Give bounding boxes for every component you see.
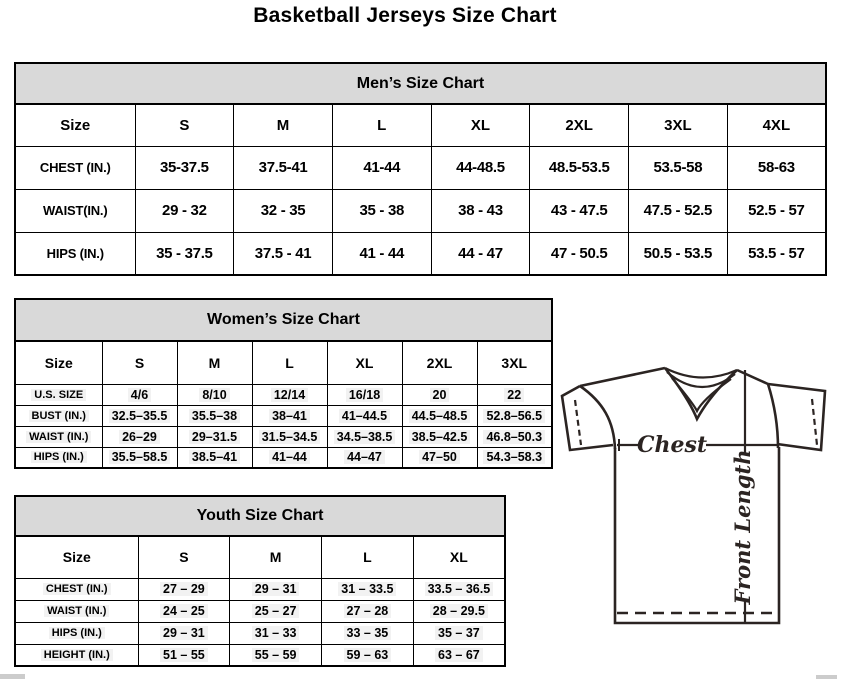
value-cell: 33 – 35 [322, 622, 414, 644]
value-cell: 52.8–56.5 [477, 405, 552, 426]
mens-size-chart-table [14, 62, 827, 276]
row-label: HIPS (IN.) [15, 447, 102, 468]
column-header-m: M [177, 341, 252, 384]
value-cell: 33.5 – 36.5 [413, 578, 505, 600]
value-cell: 41–44 [252, 447, 327, 468]
jersey-right-sleeve-dashed-seam [812, 399, 817, 445]
column-header-s: S [135, 104, 234, 146]
jersey-left-sleeve-dashed-seam [575, 400, 581, 445]
cropped-edge-artifact-right [816, 675, 837, 679]
womens-table-title-row [15, 299, 552, 341]
mens-table-title: Men’s Size Chart [15, 63, 826, 104]
mens-table-title-row [15, 63, 826, 104]
row-label: WAIST (IN.) [15, 426, 102, 447]
jersey-vneck-collar-outer [665, 368, 737, 419]
column-header-m: M [230, 536, 322, 578]
value-cell: 54.3–58.3 [477, 447, 552, 468]
youth-size-chart-table [14, 495, 506, 667]
column-header-l: L [332, 104, 431, 146]
value-cell: 43 - 47.5 [530, 189, 629, 232]
value-cell: 52.5 - 57 [727, 189, 826, 232]
column-header-m: M [234, 104, 333, 146]
value-cell: 31 – 33.5 [322, 578, 414, 600]
jersey-left-sleeve [562, 386, 613, 450]
value-cell: 47–50 [402, 447, 477, 468]
jersey-measurement-diagram [555, 355, 843, 645]
row-label: HEIGHT (IN.) [15, 644, 138, 666]
value-cell: 48.5-53.5 [530, 146, 629, 189]
table-row [15, 600, 505, 622]
value-cell: 38–41 [252, 405, 327, 426]
column-header-l: L [322, 536, 414, 578]
column-header-3xl: 3XL [477, 341, 552, 384]
value-cell: 47 - 50.5 [530, 232, 629, 275]
value-cell: 58-63 [727, 146, 826, 189]
value-cell: 46.8–50.3 [477, 426, 552, 447]
jersey-right-armhole-seam [768, 384, 778, 448]
value-cell: 44 - 47 [431, 232, 530, 275]
value-cell: 29 – 31 [230, 578, 322, 600]
value-cell: 41 - 44 [332, 232, 431, 275]
value-cell: 35 - 38 [332, 189, 431, 232]
value-cell: 24 – 25 [138, 600, 230, 622]
value-cell: 35 - 37.5 [135, 232, 234, 275]
row-label: WAIST (IN.) [15, 600, 138, 622]
value-cell: 38.5–41 [177, 447, 252, 468]
value-cell: 27 – 28 [322, 600, 414, 622]
value-cell: 44–47 [327, 447, 402, 468]
row-label: CHEST (IN.) [15, 146, 135, 189]
column-header-2xl: 2XL [530, 104, 629, 146]
value-cell: 29–31.5 [177, 426, 252, 447]
value-cell: 55 – 59 [230, 644, 322, 666]
jersey-left-shoulder-seam [580, 368, 665, 386]
value-cell: 53.5-58 [629, 146, 728, 189]
page-title: Basketball Jerseys Size Chart [253, 4, 557, 27]
size-column-header: Size [15, 104, 135, 146]
jersey-right-shoulder-seam [737, 370, 768, 384]
table-row [15, 189, 826, 232]
youth-table-title: Youth Size Chart [15, 496, 505, 536]
column-header-l: L [252, 341, 327, 384]
value-cell: 20 [402, 384, 477, 405]
womens-column-header-row [15, 341, 552, 384]
row-label: HIPS (IN.) [15, 232, 135, 275]
table-row [15, 644, 505, 666]
value-cell: 41-44 [332, 146, 431, 189]
value-cell: 35 – 37 [413, 622, 505, 644]
value-cell: 25 – 27 [230, 600, 322, 622]
value-cell: 44.5–48.5 [402, 405, 477, 426]
column-header-3xl: 3XL [629, 104, 728, 146]
value-cell: 34.5–38.5 [327, 426, 402, 447]
value-cell: 29 – 31 [138, 622, 230, 644]
value-cell: 22 [477, 384, 552, 405]
cropped-edge-artifact-left [0, 674, 25, 679]
value-cell: 63 – 67 [413, 644, 505, 666]
column-header-xl: XL [431, 104, 530, 146]
value-cell: 32.5–35.5 [102, 405, 177, 426]
value-cell: 35.5–38 [177, 405, 252, 426]
column-header-s: S [102, 341, 177, 384]
jersey-collar-back-line [665, 368, 737, 378]
column-header-2xl: 2XL [402, 341, 477, 384]
table-row [15, 622, 505, 644]
row-label: HIPS (IN.) [15, 622, 138, 644]
value-cell: 37.5 - 41 [234, 232, 333, 275]
jersey-left-armhole-seam [580, 386, 615, 449]
youth-table-title-row [15, 496, 505, 536]
mens-column-header-row [15, 104, 826, 146]
column-header-xl: XL [327, 341, 402, 384]
value-cell: 29 - 32 [135, 189, 234, 232]
table-row [15, 447, 552, 468]
table-row [15, 232, 826, 275]
value-cell: 59 – 63 [322, 644, 414, 666]
row-label: CHEST (IN.) [15, 578, 138, 600]
value-cell: 41–44.5 [327, 405, 402, 426]
value-cell: 8/10 [177, 384, 252, 405]
row-label: U.S. SIZE [15, 384, 102, 405]
value-cell: 32 - 35 [234, 189, 333, 232]
table-row [15, 578, 505, 600]
value-cell: 51 – 55 [138, 644, 230, 666]
value-cell: 37.5-41 [234, 146, 333, 189]
front-length-measurement-label: Front Length [730, 449, 755, 605]
value-cell: 35-37.5 [135, 146, 234, 189]
row-label: BUST (IN.) [15, 405, 102, 426]
value-cell: 38.5–42.5 [402, 426, 477, 447]
column-header-4xl: 4XL [727, 104, 826, 146]
womens-table-title: Women’s Size Chart [15, 299, 552, 341]
value-cell: 31.5–34.5 [252, 426, 327, 447]
value-cell: 38 - 43 [431, 189, 530, 232]
table-row [15, 426, 552, 447]
value-cell: 27 – 29 [138, 578, 230, 600]
womens-size-chart-table [14, 298, 553, 469]
table-row [15, 384, 552, 405]
value-cell: 28 – 29.5 [413, 600, 505, 622]
value-cell: 50.5 - 53.5 [629, 232, 728, 275]
table-row [15, 405, 552, 426]
column-header-s: S [138, 536, 230, 578]
value-cell: 47.5 - 52.5 [629, 189, 728, 232]
value-cell: 53.5 - 57 [727, 232, 826, 275]
value-cell: 44-48.5 [431, 146, 530, 189]
value-cell: 12/14 [252, 384, 327, 405]
value-cell: 4/6 [102, 384, 177, 405]
value-cell: 31 – 33 [230, 622, 322, 644]
size-column-header: Size [15, 341, 102, 384]
value-cell: 26–29 [102, 426, 177, 447]
table-row [15, 146, 826, 189]
size-column-header: Size [15, 536, 138, 578]
value-cell: 35.5–58.5 [102, 447, 177, 468]
row-label: WAIST(IN.) [15, 189, 135, 232]
column-header-xl: XL [413, 536, 505, 578]
value-cell: 16/18 [327, 384, 402, 405]
chest-measurement-label: Chest [636, 432, 708, 458]
youth-column-header-row [15, 536, 505, 578]
